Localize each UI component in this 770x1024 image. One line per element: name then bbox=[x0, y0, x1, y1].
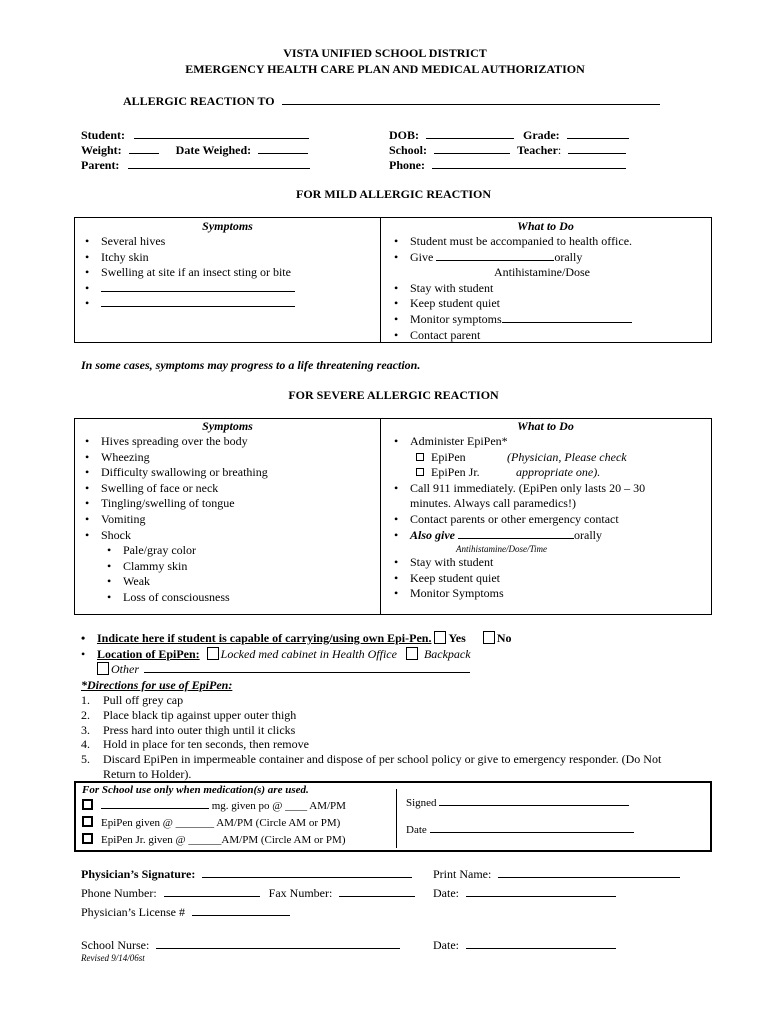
school-use-divider bbox=[396, 789, 397, 848]
dob-row bbox=[389, 128, 629, 143]
list-item: • Difficulty swallowing or breathing bbox=[79, 465, 268, 481]
dob-label: DOB: bbox=[389, 128, 419, 142]
teacher-field[interactable] bbox=[568, 153, 626, 154]
list-item: • Wheezing bbox=[79, 450, 268, 466]
phone-number-label: Phone Number: bbox=[81, 886, 157, 900]
mild-symptoms-header: Symptoms bbox=[202, 219, 253, 233]
allergen-line[interactable] bbox=[282, 104, 660, 105]
directions-heading: *Directions for use of EpiPen: bbox=[81, 678, 233, 692]
direction-step: 1. Pull off grey cap bbox=[81, 693, 184, 707]
parent-label: Parent: bbox=[81, 158, 120, 172]
column-divider bbox=[380, 218, 381, 342]
give-suffix: orally bbox=[554, 249, 583, 264]
list-item: • Hives spreading over the body bbox=[79, 434, 268, 450]
list-item: • Swelling of face or neck bbox=[79, 481, 268, 497]
dob-field[interactable] bbox=[426, 138, 514, 139]
severe-symptoms-list bbox=[79, 434, 268, 606]
dose-given-checkbox[interactable] bbox=[82, 799, 93, 810]
print-name-row bbox=[433, 867, 680, 882]
student-row bbox=[81, 128, 309, 143]
weight-field[interactable] bbox=[129, 153, 159, 154]
list-item: • Vomiting bbox=[79, 512, 268, 528]
yes-label: Yes bbox=[448, 631, 466, 645]
epipen-jr-option-row bbox=[388, 465, 645, 481]
list-item: • Loss of consciousness bbox=[79, 590, 268, 606]
also-give-sub-label: Antihistamine/Dose/Time bbox=[456, 544, 547, 555]
school-nurse-label: School Nurse: bbox=[81, 938, 150, 952]
school-nurse-row bbox=[81, 938, 400, 953]
fax-number-line[interactable] bbox=[339, 896, 415, 897]
list-item: • Pale/gray color bbox=[79, 543, 268, 559]
physician-date-line[interactable] bbox=[466, 896, 616, 897]
physician-signature-line[interactable] bbox=[202, 877, 412, 878]
phone-field[interactable] bbox=[432, 168, 626, 169]
date-row bbox=[406, 824, 634, 836]
capable-label: Indicate here if student is capable of carrying/using own Epi-Pen. bbox=[97, 631, 432, 645]
epipen-info-list bbox=[75, 631, 511, 678]
other-checkbox[interactable] bbox=[97, 662, 109, 675]
list-item bbox=[79, 296, 295, 312]
list-item: minutes. Always call paramedics!) bbox=[410, 496, 576, 511]
weight-label: Weight: bbox=[81, 143, 122, 157]
date-weighed-field[interactable] bbox=[258, 153, 308, 154]
no-checkbox[interactable] bbox=[483, 631, 495, 644]
district-name: VISTA UNIFIED SCHOOL DISTRICT bbox=[283, 46, 487, 60]
also-give-suffix: orally bbox=[574, 527, 602, 542]
list-item: • Contact parent bbox=[388, 328, 632, 344]
list-item: • Monitor symptoms bbox=[388, 312, 632, 328]
student-label: Student: bbox=[81, 128, 126, 142]
direction-step-continued: Return to Holder). bbox=[103, 766, 192, 781]
phone-row bbox=[389, 158, 626, 173]
school-field[interactable] bbox=[434, 153, 510, 154]
give-sub-label: Antihistamine/Dose bbox=[494, 265, 590, 280]
list-item: • Stay with student bbox=[388, 281, 632, 297]
list-item: • Contact parents or other emergency contact bbox=[388, 512, 645, 528]
mild-what-header: What to Do bbox=[517, 219, 574, 233]
directions-list bbox=[81, 693, 661, 782]
school-use-row: mg. given po @ ____ AM/PM bbox=[82, 799, 346, 812]
epipen-checkbox[interactable] bbox=[416, 453, 424, 461]
other-location-line[interactable] bbox=[144, 672, 470, 673]
capable-row bbox=[75, 631, 511, 647]
mild-table bbox=[74, 217, 712, 343]
signed-line[interactable] bbox=[439, 805, 629, 806]
other-symptom-line[interactable] bbox=[101, 306, 295, 307]
phone-fax-row bbox=[81, 886, 415, 901]
nurse-date-row bbox=[433, 938, 616, 953]
physician-signature-label: Physician’s Signature: bbox=[81, 867, 196, 881]
list-item: • Shock bbox=[79, 528, 268, 544]
date-weighed-label: Date Weighed: bbox=[175, 143, 252, 157]
also-give-line[interactable] bbox=[458, 538, 574, 539]
locked-cabinet-label: Locked med cabinet in Health Office bbox=[220, 646, 397, 661]
direction-step: 3. Press hard into outer thigh until it clicks bbox=[81, 722, 296, 737]
locked-cabinet-checkbox[interactable] bbox=[207, 647, 219, 660]
appropriate-note: appropriate one). bbox=[516, 465, 601, 480]
physician-signature-row bbox=[81, 867, 412, 882]
mild-heading: FOR MILD ALLERGIC REACTION bbox=[295, 187, 492, 201]
direction-step: 4. Hold in place for ten seconds, then remove bbox=[81, 737, 309, 752]
list-item bbox=[79, 281, 295, 297]
parent-row bbox=[81, 158, 310, 173]
epipen-option-row bbox=[388, 450, 645, 466]
physician-date-label: Date: bbox=[433, 886, 459, 900]
student-field[interactable] bbox=[134, 138, 309, 139]
license-line[interactable] bbox=[192, 915, 290, 916]
list-item: • Tingling/swelling of tongue bbox=[79, 496, 268, 512]
date-line[interactable] bbox=[430, 832, 634, 833]
epipen-jr-label: EpiPen Jr. bbox=[431, 465, 480, 480]
physician-check-note: (Physician, Please check bbox=[507, 449, 627, 464]
date-label: Date bbox=[406, 824, 427, 836]
list-item bbox=[388, 250, 632, 266]
grade-label: Grade: bbox=[523, 128, 560, 142]
severe-table bbox=[74, 418, 712, 615]
school-row bbox=[389, 143, 626, 158]
dose-line[interactable] bbox=[101, 808, 209, 809]
list-item: • Student must be accompanied to health office. bbox=[388, 234, 632, 250]
backpack-checkbox[interactable] bbox=[406, 647, 418, 660]
no-label: No bbox=[496, 631, 512, 645]
weight-row bbox=[81, 143, 308, 158]
severe-what-header: What to Do bbox=[517, 419, 574, 433]
also-give-label: Also give bbox=[410, 527, 455, 542]
revised-note: Revised 9/14/06st bbox=[81, 953, 145, 963]
school-use-box bbox=[74, 781, 712, 852]
print-name-line[interactable] bbox=[498, 877, 680, 878]
phone-number-line[interactable] bbox=[164, 896, 260, 897]
license-label: Physician’s License # bbox=[81, 905, 185, 919]
severe-heading: FOR SEVERE ALLERGIC REACTION bbox=[288, 388, 499, 402]
list-item: • Keep student quiet bbox=[388, 571, 645, 587]
date-row-physician bbox=[433, 886, 616, 901]
warning-text: In some cases, symptoms may progress to a life threatening reaction. bbox=[81, 358, 421, 372]
severe-actions-list bbox=[388, 434, 645, 602]
direction-step: 2. Place black tip against upper outer thigh bbox=[81, 707, 297, 722]
epipen-given-checkbox[interactable] bbox=[82, 816, 93, 827]
monitor-line[interactable] bbox=[502, 322, 632, 323]
other-row bbox=[75, 662, 511, 678]
list-item: • Stay with student bbox=[388, 555, 645, 571]
school-label: School: bbox=[389, 143, 428, 157]
epipen-jr-given-checkbox[interactable] bbox=[82, 833, 93, 844]
list-item: • Keep student quiet bbox=[388, 296, 632, 312]
severe-symptoms-header: Symptoms bbox=[202, 419, 253, 433]
parent-field[interactable] bbox=[128, 168, 310, 169]
nurse-date-label: Date: bbox=[433, 938, 459, 952]
column-divider bbox=[380, 419, 381, 614]
mild-actions-list bbox=[388, 234, 632, 343]
teacher-label: Teacher: bbox=[517, 143, 562, 157]
signed-label: Signed bbox=[406, 797, 437, 809]
epipen-jr-checkbox[interactable] bbox=[416, 468, 424, 476]
school-nurse-line[interactable] bbox=[156, 948, 400, 949]
give-label: Give bbox=[410, 249, 434, 264]
list-item bbox=[388, 528, 645, 544]
list-item: • Call 911 immediately. (EpiPen only lasts 20 – 30 bbox=[388, 481, 645, 497]
school-use-row: EpiPen given @ _______ AM/PM (Circle AM or PM) bbox=[82, 816, 340, 829]
list-item: • Clammy skin bbox=[79, 559, 268, 575]
list-item: • Weak bbox=[79, 574, 268, 590]
epipen-label: EpiPen bbox=[431, 449, 466, 464]
list-item: • Monitor Symptoms bbox=[388, 586, 645, 602]
phone-label: Phone: bbox=[389, 158, 425, 172]
nurse-date-line[interactable] bbox=[466, 948, 616, 949]
location-label: Location of EpiPen: bbox=[97, 646, 200, 661]
grade-field[interactable] bbox=[567, 138, 629, 139]
list-item: • Administer EpiPen* bbox=[388, 434, 645, 450]
fax-number-label: Fax Number: bbox=[268, 886, 333, 900]
allergic-reaction-to bbox=[123, 94, 660, 109]
yes-checkbox[interactable] bbox=[434, 631, 446, 644]
mild-symptoms-list bbox=[79, 234, 295, 312]
backpack-label: Backpack bbox=[423, 646, 471, 661]
list-item: • Itchy skin bbox=[79, 250, 295, 266]
signed-row bbox=[406, 797, 629, 809]
list-item: • Several hives bbox=[79, 234, 295, 250]
license-row bbox=[81, 905, 290, 920]
print-name-label: Print Name: bbox=[433, 867, 492, 881]
school-use-heading: For School use only when medication(s) are used. bbox=[82, 784, 309, 796]
other-symptom-line[interactable] bbox=[101, 291, 295, 292]
location-row bbox=[75, 647, 511, 663]
plan-title: EMERGENCY HEALTH CARE PLAN AND MEDICAL AUTHORIZATION bbox=[185, 62, 585, 76]
direction-step: 5. Discard EpiPen in impermeable container and dispose of per school policy or give to emergency responder. (Do Not bbox=[81, 752, 662, 767]
school-use-row: EpiPen Jr. given @ ______AM/PM (Circle AM or PM) bbox=[82, 833, 346, 846]
other-label: Other bbox=[111, 662, 139, 677]
allergic-reaction-label: ALLERGIC REACTION TO bbox=[123, 94, 275, 108]
give-dose-line[interactable] bbox=[436, 260, 554, 261]
list-item: • Swelling at site if an insect sting or bite bbox=[79, 265, 295, 281]
